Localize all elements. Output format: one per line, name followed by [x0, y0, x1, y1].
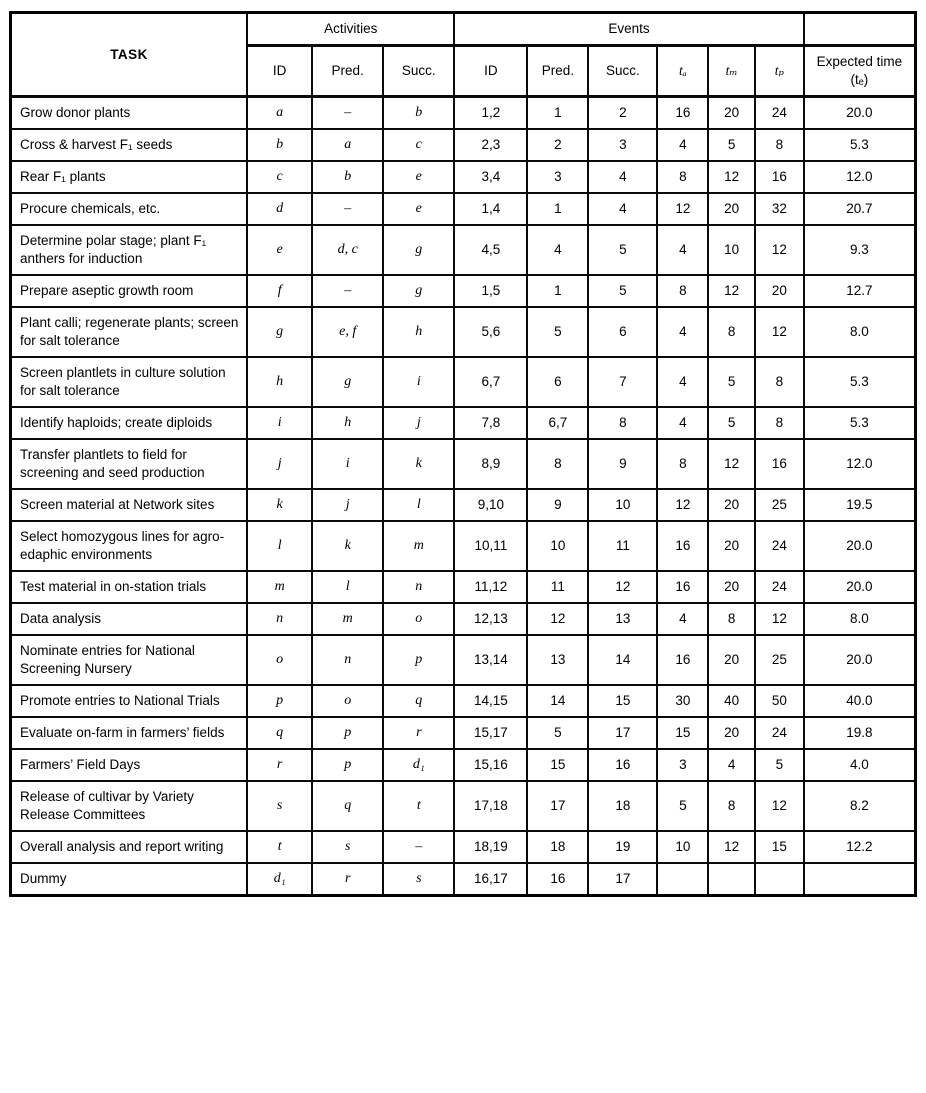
act-succ-cell: r — [383, 717, 454, 749]
act-id-cell: l — [247, 521, 312, 571]
activities-group-header: Activities — [247, 13, 454, 46]
act-pred-cell: j — [312, 489, 383, 521]
empty-header-cell — [804, 13, 916, 46]
te-cell: 8.0 — [804, 307, 916, 357]
act-succ-cell: l — [383, 489, 454, 521]
table-row — [11, 521, 916, 571]
ev-pred-cell: 9 — [527, 489, 588, 521]
act-pred-cell: – — [312, 97, 383, 130]
ta-cell: 16 — [657, 97, 708, 130]
ev-id-cell: 1,5 — [454, 275, 527, 307]
act-pred-cell: o — [312, 685, 383, 717]
ev-pred-cell: 10 — [527, 521, 588, 571]
activity-id-header: ID — [247, 46, 312, 97]
task-cell: Grow donor plants — [11, 97, 248, 130]
tp-cell: 16 — [755, 439, 804, 489]
tm-cell: 12 — [708, 831, 755, 863]
ev-pred-cell: 1 — [527, 97, 588, 130]
te-cell: 40.0 — [804, 685, 916, 717]
act-pred-cell: m — [312, 603, 383, 635]
act-id-cell: n — [247, 603, 312, 635]
ev-succ-cell: 17 — [588, 863, 657, 896]
tm-cell: 5 — [708, 357, 755, 407]
ta-cell: 3 — [657, 749, 708, 781]
tp-cell: 24 — [755, 717, 804, 749]
table-row — [11, 781, 916, 831]
task-cell: Procure chemicals, etc. — [11, 193, 248, 225]
ta-cell: 12 — [657, 489, 708, 521]
table-row — [11, 635, 916, 685]
ta-cell: 4 — [657, 307, 708, 357]
act-id-cell: k — [247, 489, 312, 521]
tp-cell: 12 — [755, 781, 804, 831]
te-cell — [804, 863, 916, 896]
event-pred-header: Pred. — [527, 46, 588, 97]
ev-id-cell: 16,17 — [454, 863, 527, 896]
table-row — [11, 685, 916, 717]
ev-succ-cell: 16 — [588, 749, 657, 781]
te-cell: 5.3 — [804, 407, 916, 439]
act-succ-cell: h — [383, 307, 454, 357]
ev-id-cell: 2,3 — [454, 129, 527, 161]
te-cell: 12.0 — [804, 439, 916, 489]
ev-pred-cell: 18 — [527, 831, 588, 863]
te-cell: 20.7 — [804, 193, 916, 225]
tp-cell — [755, 863, 804, 896]
ta-cell: 16 — [657, 635, 708, 685]
ev-succ-cell: 10 — [588, 489, 657, 521]
tm-cell: 20 — [708, 571, 755, 603]
tp-cell: 24 — [755, 571, 804, 603]
ev-succ-cell: 4 — [588, 161, 657, 193]
act-pred-cell: – — [312, 193, 383, 225]
ta-cell: 4 — [657, 603, 708, 635]
activity-pred-header: Pred. — [312, 46, 383, 97]
ev-succ-cell: 5 — [588, 275, 657, 307]
ev-pred-cell: 6,7 — [527, 407, 588, 439]
te-cell: 5.3 — [804, 357, 916, 407]
ev-succ-cell: 9 — [588, 439, 657, 489]
tp-cell: 25 — [755, 635, 804, 685]
act-succ-cell: g — [383, 275, 454, 307]
act-id-cell: s — [247, 781, 312, 831]
act-id-cell: q — [247, 717, 312, 749]
tm-cell: 12 — [708, 161, 755, 193]
tp-cell: 32 — [755, 193, 804, 225]
act-succ-cell: q — [383, 685, 454, 717]
table-row — [11, 357, 916, 407]
te-cell: 19.5 — [804, 489, 916, 521]
ev-succ-cell: 6 — [588, 307, 657, 357]
ev-pred-cell: 17 — [527, 781, 588, 831]
task-cell: Data analysis — [11, 603, 248, 635]
tp-cell: 15 — [755, 831, 804, 863]
time-most-likely-header: tₘ — [708, 46, 755, 97]
table-row — [11, 129, 916, 161]
te-cell: 12.0 — [804, 161, 916, 193]
act-pred-cell: l — [312, 571, 383, 603]
table-row — [11, 489, 916, 521]
tm-cell: 20 — [708, 97, 755, 130]
ev-pred-cell: 11 — [527, 571, 588, 603]
task-cell: Promote entries to National Trials — [11, 685, 248, 717]
act-id-cell: c — [247, 161, 312, 193]
ev-pred-cell: 8 — [527, 439, 588, 489]
act-id-cell: j — [247, 439, 312, 489]
ev-id-cell: 15,16 — [454, 749, 527, 781]
act-id-cell: g — [247, 307, 312, 357]
tp-cell: 8 — [755, 357, 804, 407]
ta-cell: 12 — [657, 193, 708, 225]
tp-cell: 16 — [755, 161, 804, 193]
ev-id-cell: 9,10 — [454, 489, 527, 521]
act-succ-cell: b — [383, 97, 454, 130]
act-succ-cell: o — [383, 603, 454, 635]
ev-succ-cell: 12 — [588, 571, 657, 603]
ev-pred-cell: 5 — [527, 717, 588, 749]
tm-cell: 20 — [708, 635, 755, 685]
task-cell: Farmers’ Field Days — [11, 749, 248, 781]
tm-cell: 12 — [708, 275, 755, 307]
ev-pred-cell: 4 — [527, 225, 588, 275]
ev-id-cell: 1,2 — [454, 97, 527, 130]
ev-id-cell: 6,7 — [454, 357, 527, 407]
ev-pred-cell: 2 — [527, 129, 588, 161]
ta-cell: 10 — [657, 831, 708, 863]
task-cell: Plant calli; regenerate plants; screen for salt tolerance — [11, 307, 248, 357]
tp-cell: 12 — [755, 603, 804, 635]
task-cell: Evaluate on-farm in farmers’ fields — [11, 717, 248, 749]
act-succ-cell: j — [383, 407, 454, 439]
te-cell: 5.3 — [804, 129, 916, 161]
ev-id-cell: 15,17 — [454, 717, 527, 749]
act-succ-cell: m — [383, 521, 454, 571]
ev-pred-cell: 1 — [527, 193, 588, 225]
act-id-cell: t — [247, 831, 312, 863]
act-pred-cell: p — [312, 749, 383, 781]
table-row — [11, 307, 916, 357]
ev-succ-cell: 4 — [588, 193, 657, 225]
ta-cell: 8 — [657, 439, 708, 489]
ev-pred-cell: 3 — [527, 161, 588, 193]
act-succ-cell: i — [383, 357, 454, 407]
tm-cell: 8 — [708, 781, 755, 831]
act-id-cell: p — [247, 685, 312, 717]
ev-pred-cell: 13 — [527, 635, 588, 685]
ev-id-cell: 4,5 — [454, 225, 527, 275]
tm-cell: 8 — [708, 603, 755, 635]
act-pred-cell: h — [312, 407, 383, 439]
act-pred-cell: i — [312, 439, 383, 489]
ev-id-cell: 17,18 — [454, 781, 527, 831]
table-row — [11, 275, 916, 307]
tm-cell — [708, 863, 755, 896]
act-succ-cell: e — [383, 193, 454, 225]
te-cell: 9.3 — [804, 225, 916, 275]
table-row — [11, 831, 916, 863]
pert-activity-event-table — [9, 11, 917, 897]
ev-pred-cell: 15 — [527, 749, 588, 781]
act-pred-cell: d, c — [312, 225, 383, 275]
table-row — [11, 407, 916, 439]
task-cell: Cross & harvest F₁ seeds — [11, 129, 248, 161]
tm-cell: 20 — [708, 193, 755, 225]
tm-cell: 40 — [708, 685, 755, 717]
act-pred-cell: – — [312, 275, 383, 307]
act-succ-cell: c — [383, 129, 454, 161]
ev-id-cell: 3,4 — [454, 161, 527, 193]
te-cell: 20.0 — [804, 635, 916, 685]
ev-pred-cell: 16 — [527, 863, 588, 896]
tp-cell: 20 — [755, 275, 804, 307]
act-pred-cell: g — [312, 357, 383, 407]
events-group-header: Events — [454, 13, 803, 46]
table-row — [11, 97, 916, 130]
te-cell: 4.0 — [804, 749, 916, 781]
table-row — [11, 225, 916, 275]
tp-cell: 25 — [755, 489, 804, 521]
tm-cell: 10 — [708, 225, 755, 275]
ta-cell: 4 — [657, 225, 708, 275]
ev-pred-cell: 5 — [527, 307, 588, 357]
tp-cell: 8 — [755, 407, 804, 439]
ev-succ-cell: 18 — [588, 781, 657, 831]
task-cell: Release of cultivar by Variety Release Committees — [11, 781, 248, 831]
table-body — [11, 97, 916, 896]
tm-cell: 12 — [708, 439, 755, 489]
act-id-cell: a — [247, 97, 312, 130]
act-succ-cell: d₁ — [383, 749, 454, 781]
task-cell: Prepare aseptic growth room — [11, 275, 248, 307]
ta-cell: 15 — [657, 717, 708, 749]
tm-cell: 4 — [708, 749, 755, 781]
table-row — [11, 863, 916, 896]
act-id-cell: r — [247, 749, 312, 781]
act-succ-cell: k — [383, 439, 454, 489]
tp-cell: 5 — [755, 749, 804, 781]
table-row — [11, 717, 916, 749]
table-row — [11, 161, 916, 193]
ta-cell: 5 — [657, 781, 708, 831]
task-cell: Select homozygous lines for agro-edaphic environments — [11, 521, 248, 571]
task-cell: Determine polar stage; plant F₁ anthers for induction — [11, 225, 248, 275]
act-pred-cell: q — [312, 781, 383, 831]
ev-pred-cell: 6 — [527, 357, 588, 407]
task-cell: Screen plantlets in culture solution for salt tolerance — [11, 357, 248, 407]
act-pred-cell: k — [312, 521, 383, 571]
ev-succ-cell: 13 — [588, 603, 657, 635]
act-pred-cell: b — [312, 161, 383, 193]
act-succ-cell: g — [383, 225, 454, 275]
task-cell: Dummy — [11, 863, 248, 896]
event-succ-header: Succ. — [588, 46, 657, 97]
task-cell: Overall analysis and report writing — [11, 831, 248, 863]
ev-succ-cell: 11 — [588, 521, 657, 571]
ev-succ-cell: 3 — [588, 129, 657, 161]
act-id-cell: b — [247, 129, 312, 161]
ev-id-cell: 1,4 — [454, 193, 527, 225]
act-id-cell: d — [247, 193, 312, 225]
tp-cell: 24 — [755, 521, 804, 571]
tm-cell: 8 — [708, 307, 755, 357]
te-cell: 20.0 — [804, 571, 916, 603]
act-id-cell: m — [247, 571, 312, 603]
te-cell: 12.2 — [804, 831, 916, 863]
ta-cell: 4 — [657, 129, 708, 161]
table-row — [11, 749, 916, 781]
expected-time-header: Expected time (tₑ) — [804, 46, 916, 97]
ev-succ-cell: 5 — [588, 225, 657, 275]
act-id-cell: i — [247, 407, 312, 439]
tm-cell: 20 — [708, 489, 755, 521]
ta-cell: 16 — [657, 571, 708, 603]
act-id-cell: e — [247, 225, 312, 275]
ev-id-cell: 8,9 — [454, 439, 527, 489]
table-row — [11, 603, 916, 635]
act-succ-cell: t — [383, 781, 454, 831]
ev-pred-cell: 1 — [527, 275, 588, 307]
ta-cell: 8 — [657, 161, 708, 193]
ev-id-cell: 12,13 — [454, 603, 527, 635]
tm-cell: 5 — [708, 407, 755, 439]
act-id-cell: d₁ — [247, 863, 312, 896]
task-cell: Rear F₁ plants — [11, 161, 248, 193]
task-cell: Identify haploids; create diploids — [11, 407, 248, 439]
tm-cell: 20 — [708, 521, 755, 571]
act-pred-cell: e, f — [312, 307, 383, 357]
ev-id-cell: 7,8 — [454, 407, 527, 439]
act-succ-cell: e — [383, 161, 454, 193]
ev-succ-cell: 17 — [588, 717, 657, 749]
ev-succ-cell: 15 — [588, 685, 657, 717]
ev-id-cell: 14,15 — [454, 685, 527, 717]
act-id-cell: h — [247, 357, 312, 407]
te-cell: 20.0 — [804, 521, 916, 571]
act-pred-cell: r — [312, 863, 383, 896]
ev-id-cell: 10,11 — [454, 521, 527, 571]
ta-cell: 16 — [657, 521, 708, 571]
time-optimistic-header: tₐ — [657, 46, 708, 97]
act-id-cell: o — [247, 635, 312, 685]
ev-succ-cell: 19 — [588, 831, 657, 863]
ev-succ-cell: 7 — [588, 357, 657, 407]
header-group-row — [11, 13, 916, 46]
tp-cell: 50 — [755, 685, 804, 717]
act-succ-cell: n — [383, 571, 454, 603]
act-pred-cell: a — [312, 129, 383, 161]
ev-succ-cell: 8 — [588, 407, 657, 439]
act-succ-cell: p — [383, 635, 454, 685]
act-pred-cell: n — [312, 635, 383, 685]
te-cell: 20.0 — [804, 97, 916, 130]
te-cell: 8.0 — [804, 603, 916, 635]
te-cell: 19.8 — [804, 717, 916, 749]
ta-cell: 4 — [657, 407, 708, 439]
act-succ-cell: – — [383, 831, 454, 863]
act-pred-cell: p — [312, 717, 383, 749]
task-cell: Screen material at Network sites — [11, 489, 248, 521]
tp-cell: 12 — [755, 307, 804, 357]
event-id-header: ID — [454, 46, 527, 97]
task-cell: Transfer plantlets to field for screening and seed production — [11, 439, 248, 489]
te-cell: 12.7 — [804, 275, 916, 307]
ev-id-cell: 18,19 — [454, 831, 527, 863]
ta-cell: 30 — [657, 685, 708, 717]
act-id-cell: f — [247, 275, 312, 307]
ev-pred-cell: 12 — [527, 603, 588, 635]
tm-cell: 20 — [708, 717, 755, 749]
ta-cell: 4 — [657, 357, 708, 407]
ev-succ-cell: 14 — [588, 635, 657, 685]
activity-succ-header: Succ. — [383, 46, 454, 97]
tm-cell: 5 — [708, 129, 755, 161]
ev-id-cell: 11,12 — [454, 571, 527, 603]
te-cell: 8.2 — [804, 781, 916, 831]
table-row — [11, 571, 916, 603]
ev-id-cell: 13,14 — [454, 635, 527, 685]
tp-cell: 12 — [755, 225, 804, 275]
tp-cell: 24 — [755, 97, 804, 130]
ta-cell — [657, 863, 708, 896]
task-cell: Nominate entries for National Screening Nursery — [11, 635, 248, 685]
table-row — [11, 439, 916, 489]
ev-pred-cell: 14 — [527, 685, 588, 717]
task-cell: Test material in on-station trials — [11, 571, 248, 603]
table-row — [11, 193, 916, 225]
task-column-header: TASK — [11, 13, 248, 97]
act-succ-cell: s — [383, 863, 454, 896]
act-pred-cell: s — [312, 831, 383, 863]
time-pessimistic-header: tₚ — [755, 46, 804, 97]
ev-id-cell: 5,6 — [454, 307, 527, 357]
ta-cell: 8 — [657, 275, 708, 307]
ev-succ-cell: 2 — [588, 97, 657, 130]
tp-cell: 8 — [755, 129, 804, 161]
